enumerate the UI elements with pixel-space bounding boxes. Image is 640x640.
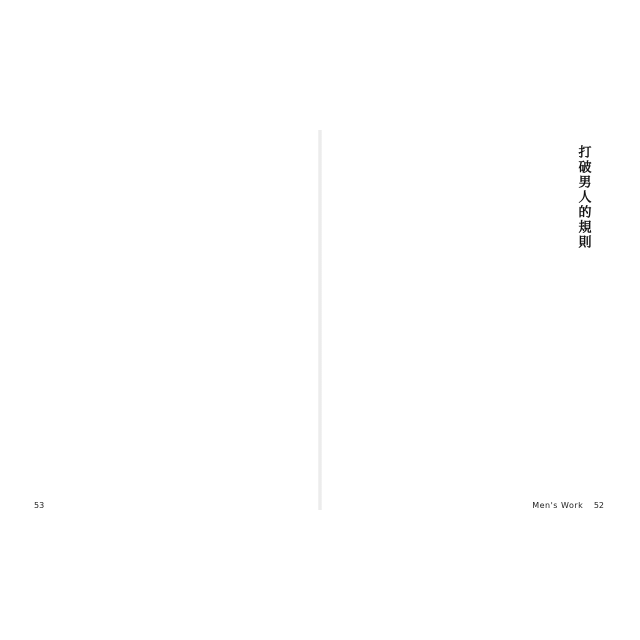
right-page-footer <box>532 501 604 510</box>
body-paragraph <box>546 151 561 152</box>
left-page-footer <box>34 501 50 510</box>
right-page-text <box>338 145 620 485</box>
running-header-series-title: Men's Work <box>532 501 584 510</box>
body-paragraph <box>287 161 302 162</box>
left-page-number: 53 <box>34 501 45 510</box>
section-heading: 打破男人的規則 <box>575 145 591 250</box>
left-page-text <box>32 145 302 485</box>
body-paragraph <box>605 153 620 154</box>
right-page-number: 52 <box>593 501 604 510</box>
right-page <box>320 0 640 640</box>
